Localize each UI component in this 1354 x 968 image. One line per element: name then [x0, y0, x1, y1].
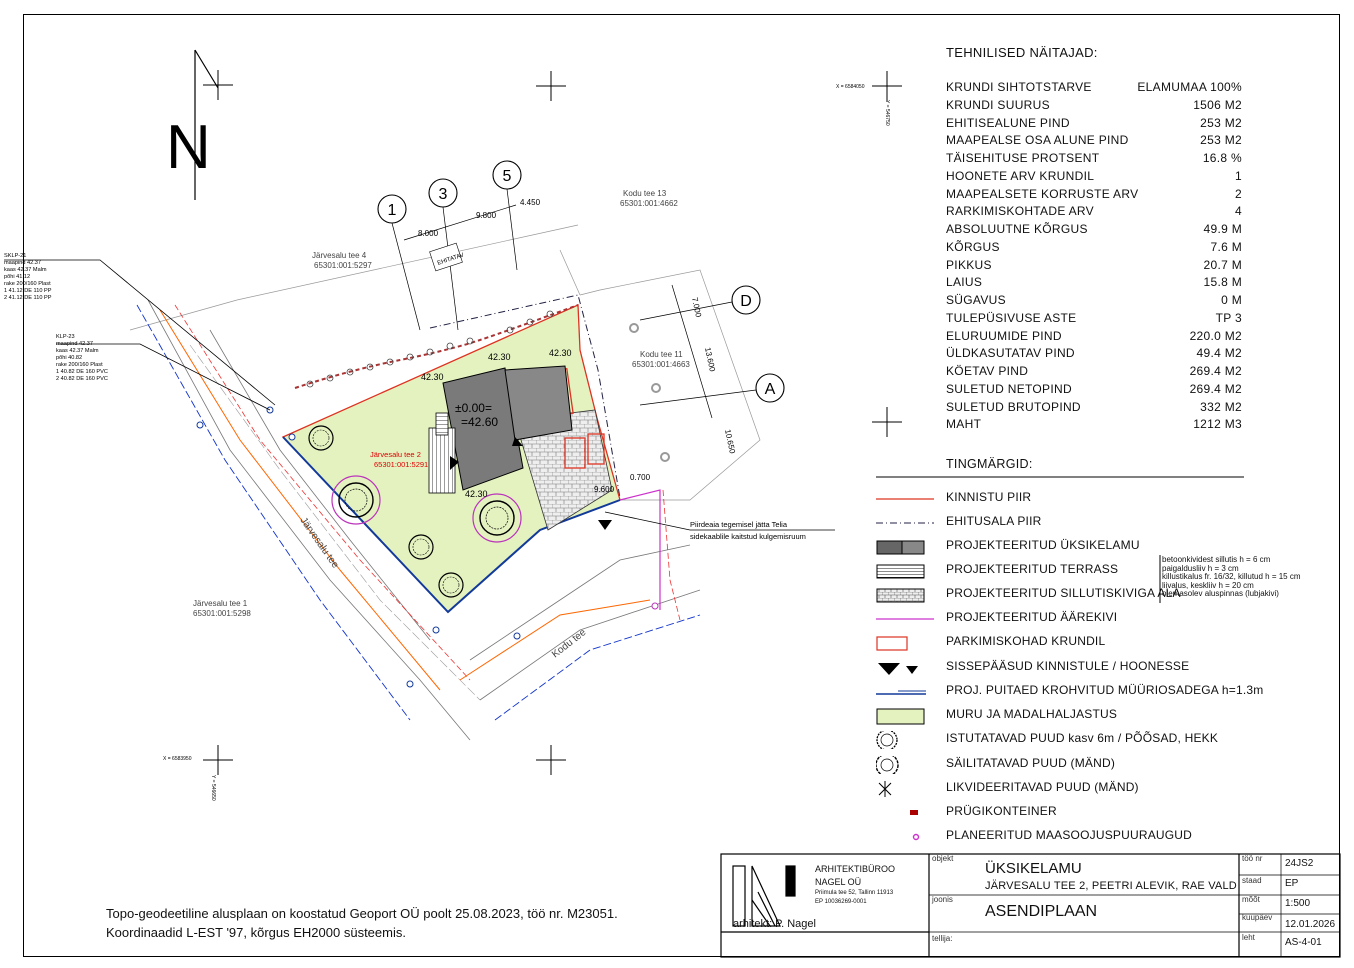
tech-row-label: MAAPEALSE OSA ALUNE PIND	[946, 133, 1129, 148]
tech-row-label: LAIUS	[946, 275, 983, 290]
legend-label: PROJEKTEERITUD ÜKSIKELAMU	[946, 538, 1140, 552]
too-nr-value: 24JS2	[1285, 858, 1314, 869]
north-label: N	[166, 113, 211, 182]
street-kodu: Kodu tee	[550, 627, 589, 661]
dim-8000: 8.000	[418, 229, 439, 238]
tech-row-value: 269.4 M2	[1189, 381, 1242, 396]
svg-text:põhi 40.82: põhi 40.82	[56, 355, 83, 361]
tech-row-label: SULETUD NETOPIND	[946, 381, 1072, 396]
telia-callout-1: Piirdeaia tegemisel jätta Telia	[690, 520, 787, 529]
dim-0700: 0.700	[630, 473, 651, 482]
tech-row-value: 1212 M3	[1193, 417, 1242, 432]
tech-row-label: KRUNDI SUURUS	[946, 97, 1050, 112]
tech-row-label: EHITISEALUNE PIND	[946, 115, 1070, 130]
legend-label: SÄILITATAVAD PUUD (MÄND)	[946, 756, 1116, 770]
dim-4450: 4.450	[520, 198, 541, 207]
objekt-label: objekt	[932, 854, 954, 863]
neighbor-name-3: Kodu tee 11	[640, 350, 683, 359]
tech-row-value: 16.8 %	[1202, 151, 1242, 165]
axis-5: 5	[502, 168, 512, 185]
tech-row-value: 253 M2	[1200, 133, 1242, 148]
svg-text:rake 200/160 Plast: rake 200/160 Plast	[56, 362, 103, 368]
tech-row-value: 1	[1235, 168, 1242, 183]
elevation-zero-label: ±0.00=	[455, 401, 492, 415]
dim-7000: 7.000	[690, 296, 704, 319]
paving-note-5: olemasolev aluspinnas (lubjakivi)	[1162, 589, 1279, 598]
svg-text:rake 200/160 Plast: rake 200/160 Plast	[4, 281, 51, 287]
svg-text:1 40.82 DE 160 PVC: 1 40.82 DE 160 PVC	[56, 369, 108, 375]
tellija-label: tellija:	[932, 934, 953, 943]
legend-title: TINGMÄRGID:	[946, 457, 1033, 471]
svg-text:kaas 42.37 Malm: kaas 42.37 Malm	[56, 348, 99, 354]
tech-row-value: 1506 M2	[1193, 97, 1242, 112]
axis-a: A	[764, 381, 776, 398]
dim-10650: 10.650	[723, 428, 737, 455]
tech-row-value: 253 M2	[1200, 115, 1242, 130]
tech-row-label: TÄISEHITUSE PROTSENT	[946, 151, 1100, 165]
spot-level-2: 42.30	[488, 352, 511, 362]
joonis-label: joonis	[932, 895, 953, 904]
firm-logo	[733, 866, 795, 926]
tech-row-label: ABSOLUUTNE KÕRGUS	[946, 222, 1088, 236]
neighbor-id-4: 65301:001:5298	[193, 609, 251, 618]
survey-note-line-1: Topo-geodeetiline alusplaan on koostatud Geoport OÜ poolt 25.08.2023, töö nr. M23051.	[106, 906, 618, 921]
tech-row-value: ELAMUMAA 100%	[1137, 80, 1242, 94]
street-jarvesalu: Järvesalu tee	[297, 515, 341, 571]
tech-row-value: 20.7 M	[1203, 257, 1242, 272]
tech-row-label: KRUNDI SIHTOTSTARVE	[946, 80, 1092, 94]
objekt-address: JÄRVESALU TEE 2, PEETRI ALEVIK, RAE VALD	[985, 880, 1237, 892]
neighbor-id-1: 65301:001:5297	[314, 261, 372, 270]
staadium-value: EP	[1285, 878, 1299, 889]
dim-13600: 13.600	[703, 346, 717, 373]
parcel-name: Järvesalu tee 2	[370, 450, 421, 459]
svg-text:põhi 41.12: põhi 41.12	[4, 274, 31, 280]
spot-level-4: 42.30	[465, 489, 488, 499]
legend-label: PROJEKTEERITUD SILLUTISKIVIGA ALA	[946, 586, 1181, 600]
tech-row-value: 0 M	[1221, 293, 1242, 307]
tech-row-value: 49.4 M2	[1196, 346, 1242, 361]
coord-x-bottom: X = 6583950	[163, 756, 192, 762]
dim-9600: 9.600	[594, 485, 615, 494]
tech-row-label: PIKKUS	[946, 257, 992, 272]
moot-value: 1:500	[1285, 898, 1311, 909]
tech-row-label: MAAPEALSETE KORRUSTE ARV	[946, 186, 1139, 201]
moot-label: mõõt	[1242, 895, 1260, 904]
tech-row-label: KÖETAV PIND	[946, 364, 1029, 378]
legend-label: PROJ. PUITAED KROHVITUD MÜÜRIOSADEGA h=1.3m	[946, 683, 1264, 697]
tech-row-label: TULEPÜSIVUSE ASTE	[946, 310, 1077, 325]
spot-level-1: 42.30	[421, 372, 444, 382]
leht-label: leht	[1242, 933, 1255, 942]
kuupaev-value: 12.01.2026	[1285, 919, 1336, 930]
tech-row-label: ELURUUMIDE PIND	[946, 328, 1062, 343]
tech-title: TEHNILISED NÄITAJAD:	[946, 45, 1098, 60]
neighbor-id-3: 65301:001:4663	[632, 360, 690, 369]
tech-row-value: 7.6 M	[1210, 239, 1242, 254]
paving-note-3: killustikalus fr. 16/32, killutud h = 15 cm	[1162, 572, 1301, 581]
too-nr-label: töö nr	[1242, 854, 1263, 863]
legend-label: PARKIMISKOHAD KRUNDIL	[946, 634, 1106, 648]
tech-row-value: 220.0 M2	[1189, 328, 1242, 343]
parcel-id: 65301:001:5291	[374, 460, 429, 469]
neighbor-name-2: Kodu tee 13	[623, 189, 667, 198]
tech-row-label: KÕRGUS	[946, 239, 1000, 254]
firm-reg: EP 10036269-0001	[815, 899, 867, 905]
legend-label: SISSEPÄÄSUD KINNISTULE / HOONESSE	[946, 659, 1190, 673]
legend-label: EHITUSALA PIIR	[946, 514, 1042, 528]
svg-text:2 41.12 DE 110 PP: 2 41.12 DE 110 PP	[4, 295, 52, 301]
dim-9800: 9.800	[476, 211, 497, 220]
kuupaev-label: kuupäev	[1242, 913, 1273, 922]
svg-text:maapind 42.37: maapind 42.37	[4, 260, 42, 266]
survey-note-line-2: Koordinaadid L-EST '97, kõrgus EH2000 süsteemis.	[106, 925, 406, 940]
coord-y-bottom: Y = 546650	[210, 775, 216, 801]
svg-text:maapind 42.37: maapind 42.37	[56, 341, 94, 347]
svg-text:kaas 42.37 Malm: kaas 42.37 Malm	[4, 267, 47, 273]
coord-x-top: X = 6584050	[836, 84, 865, 90]
tech-row-label: ÜLDKASUTATAV PIND	[946, 346, 1075, 361]
tech-row-value: 269.4 M2	[1189, 364, 1242, 378]
joonis-title: ASENDIPLAAN	[985, 903, 1098, 920]
neighbor-name-1: Järvesalu tee 4	[312, 251, 367, 260]
firm-address: Priimula tee 52, Tallinn 11913	[815, 890, 894, 896]
firm-name-2: NAGEL OÜ	[815, 877, 862, 887]
axis-1: 1	[387, 202, 397, 219]
leht-value: AS-4-01	[1285, 937, 1322, 948]
axis-3: 3	[438, 186, 448, 203]
paving-note-1: betoonkividest sillutis h = 6 cm	[1162, 555, 1271, 564]
tech-row-value: 2	[1235, 186, 1242, 201]
spot-level-3: 42.30	[549, 348, 572, 358]
tech-row-label: MAHT	[946, 417, 982, 432]
tech-row-value: 332 M2	[1200, 399, 1242, 414]
elevation-abs-label: =42.60	[461, 415, 499, 429]
tech-row-label: SULETUD BRUTOPIND	[946, 399, 1081, 414]
neighbor-id-2: 65301:001:4662	[620, 199, 678, 208]
neighbor-name-4: Järvesalu tee 1	[193, 599, 248, 608]
axis-d: D	[740, 293, 752, 310]
coord-y-top: Y = 546750	[884, 100, 890, 126]
firm-name: ARHITEKTIBÜROO	[815, 864, 896, 874]
legend-label: LIKVIDEERITAVAD PUUD (MÄND)	[946, 780, 1139, 794]
legend-label: PLANEERITUD MAASOOJUSPUURAUGUD	[946, 828, 1193, 842]
building-zone-label: EHITATAV	[436, 252, 465, 267]
architect-name: arhitekt: P. Nagel	[733, 918, 816, 930]
tech-row-value: 49.9 M	[1203, 222, 1242, 236]
legend-label: ISTUTATAVAD PUUD kasv 6m / PÕÕSAD, HEKK	[946, 731, 1219, 745]
tech-row-label: SÜGAVUS	[946, 293, 1006, 307]
legend-label: PROJEKTEERITUD ÄÄREKIVI	[946, 610, 1118, 624]
svg-text:KLP-23: KLP-23	[56, 334, 75, 340]
tech-row-value: 4	[1235, 204, 1242, 219]
tech-row-label: HOONETE ARV KRUNDIL	[946, 168, 1095, 183]
svg-text:SKLP-21: SKLP-21	[4, 253, 27, 259]
objekt-title: ÜKSIKELAMU	[985, 860, 1082, 877]
svg-text:2 40.82 DE 160 PVC: 2 40.82 DE 160 PVC	[56, 376, 108, 382]
paving-note-4: liivalus, keskliiv h = 20 cm	[1162, 580, 1254, 590]
staadium-label: staad	[1242, 876, 1262, 885]
tech-row-value: TP 3	[1215, 310, 1242, 325]
tech-row-label: RARKIMISKOHTADE ARV	[946, 204, 1094, 219]
legend-label: KINNISTU PIIR	[946, 490, 1032, 504]
legend-label: MURU JA MADALHALJASTUS	[946, 707, 1118, 721]
telia-callout-2: sidekaablile kaitstud kulgemisruum	[690, 532, 806, 541]
legend-label: PRÜGIKONTEINER	[946, 804, 1057, 818]
svg-text:1 41.12 DE 110 PP: 1 41.12 DE 110 PP	[4, 288, 52, 294]
tech-row-value: 15.8 M	[1203, 275, 1242, 290]
legend-label: PROJEKTEERITUD TERRASS	[946, 562, 1119, 576]
paving-note-2: paigaldusliiv h = 3 cm	[1162, 563, 1239, 573]
